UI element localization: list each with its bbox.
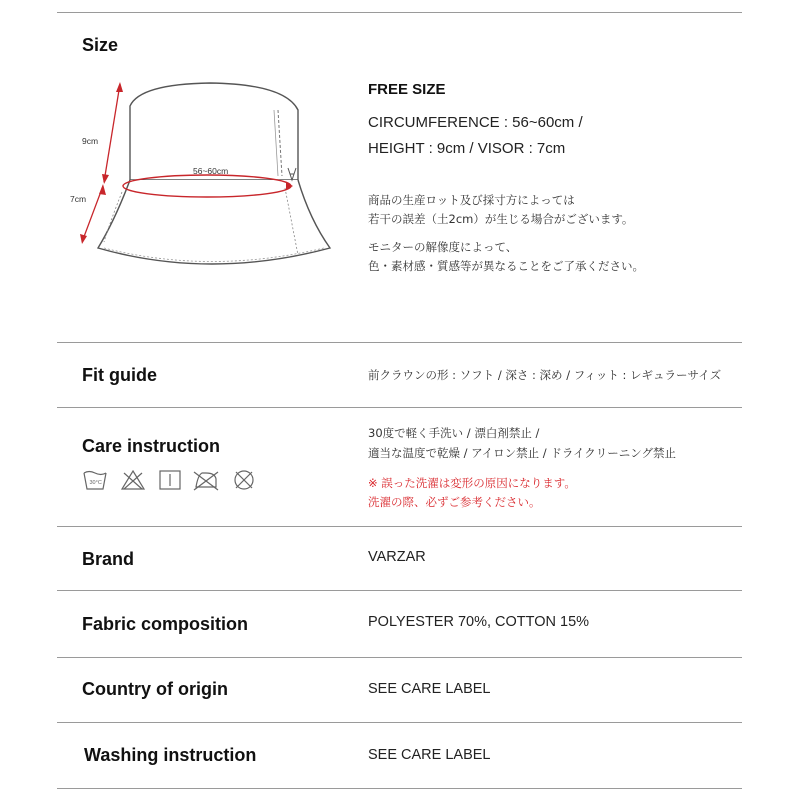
care-line: 30度で軽く手洗い / 漂白剤禁止 / xyxy=(368,426,540,440)
hand-wash-30-icon xyxy=(84,472,106,490)
care-warning: ※ 誤った洗濯は変形の原因になります。 xyxy=(368,476,576,490)
free-size-title: FREE SIZE xyxy=(368,81,446,98)
country-of-origin-heading: Country of origin xyxy=(82,679,228,699)
brand-heading: Brand xyxy=(82,549,135,569)
height-label: 9cm xyxy=(82,136,99,146)
fit-guide-value: 前クラウンの形 : ソフト / 深さ : 深め / フィット : レギュラーサイズ xyxy=(368,368,722,382)
no-iron-icon xyxy=(194,472,218,490)
divider xyxy=(57,407,742,408)
care-symbols xyxy=(82,467,262,493)
no-dry-clean-icon xyxy=(235,471,253,489)
divider xyxy=(57,526,742,527)
size-heading: Size xyxy=(82,35,119,55)
divider xyxy=(57,590,742,591)
divider xyxy=(57,657,742,658)
spec-height-visor: HEIGHT : 9cm / VISOR : 7cm xyxy=(368,140,566,157)
care-line: 適当な温度で乾燥 / アイロン禁止 / ドライクリーニング禁止 xyxy=(368,446,677,460)
spec-circumference: CIRCUMFERENCE : 56~60cm / xyxy=(368,114,583,131)
divider xyxy=(57,722,742,723)
size-note-line: 若干の誤差（土2cm）が生じる場合がございます。 xyxy=(368,212,634,226)
washing-instruction-value: SEE CARE LABEL xyxy=(368,747,491,763)
divider xyxy=(57,342,742,343)
washing-instruction-heading: Washing instruction xyxy=(84,745,257,765)
monitor-note-line: モニターの解像度によって、 xyxy=(368,240,518,254)
divider xyxy=(57,788,742,789)
visor-label: 7cm xyxy=(70,194,87,204)
monitor-note-line: 色・素材感・質感等が異なることをご了承ください。 xyxy=(368,259,644,273)
size-note-line: 商品の生産ロット及び採寸方によっては xyxy=(368,193,575,207)
fabric-composition-value: POLYESTER 70%, COTTON 15% xyxy=(368,614,590,630)
dry-icon xyxy=(160,471,180,489)
country-of-origin-value: SEE CARE LABEL xyxy=(368,681,491,697)
divider xyxy=(57,12,742,13)
svg-text:30°C: 30°C xyxy=(89,480,102,486)
hat-size-diagram xyxy=(60,70,340,280)
care-warning: 洗濯の際、必ずご参考ください。 xyxy=(368,495,541,509)
circumference-label: 56~60cm xyxy=(193,166,229,176)
fit-guide-heading: Fit guide xyxy=(82,365,157,385)
fabric-composition-heading: Fabric composition xyxy=(82,614,249,634)
no-bleach-icon xyxy=(122,471,144,489)
care-instruction-heading: Care instruction xyxy=(82,436,221,456)
hat-brim xyxy=(98,180,330,264)
brand-value: VARZAR xyxy=(368,549,426,565)
